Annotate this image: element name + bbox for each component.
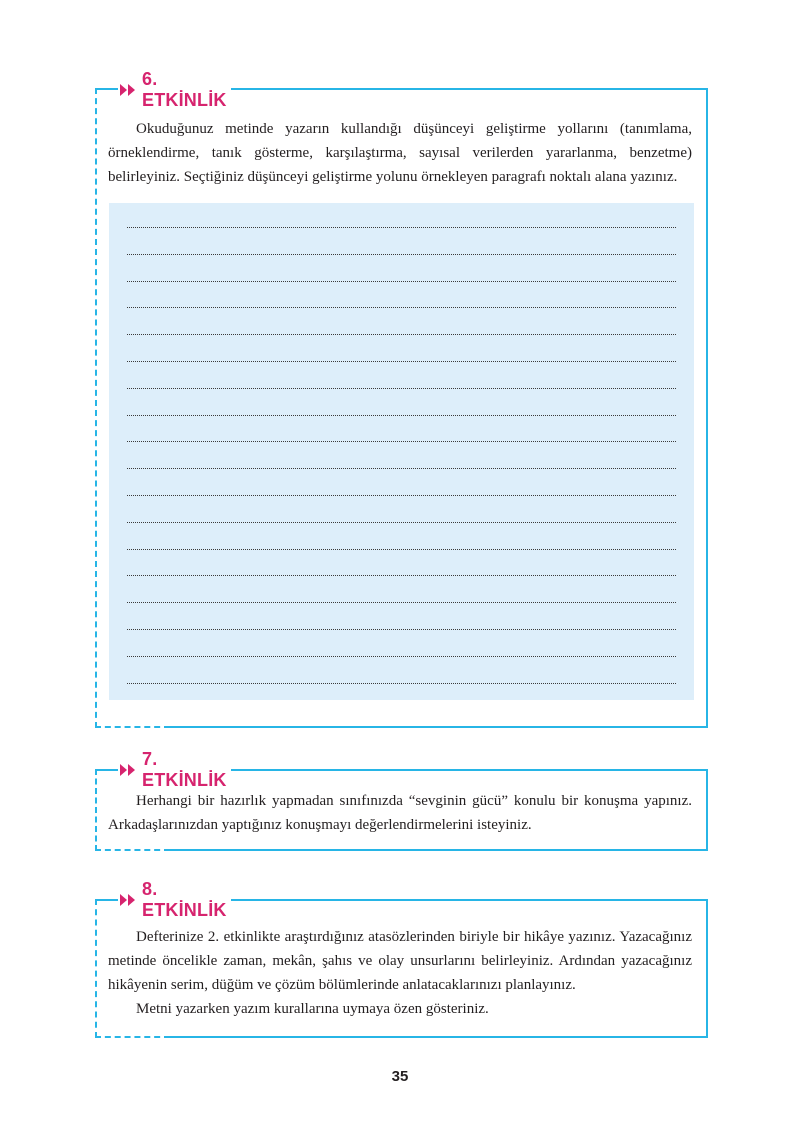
writing-line xyxy=(127,629,676,630)
activity-7-instructions xyxy=(108,789,692,837)
activity-6-title: 6. ETKİNLİK xyxy=(142,69,227,110)
activity-6-dash-bottom xyxy=(95,726,170,728)
writing-line xyxy=(127,683,676,684)
activity-8-instructions xyxy=(108,925,692,1021)
writing-line xyxy=(127,549,676,550)
writing-line xyxy=(127,575,676,576)
writing-line xyxy=(127,254,676,255)
writing-line xyxy=(127,281,676,282)
activity-8-paragraph-2: Metni yazarken yazım kurallarına uymaya özen gösteriniz. xyxy=(136,1001,489,1017)
writing-line xyxy=(127,441,676,442)
writing-line xyxy=(127,307,676,308)
activity-7-bottom-line xyxy=(170,849,708,851)
writing-line xyxy=(127,468,676,469)
activity-7-title: 7. ETKİNLİK xyxy=(142,749,227,790)
writing-line xyxy=(127,495,676,496)
writing-line xyxy=(127,361,676,362)
activity-6-instructions xyxy=(108,117,692,189)
page-number: 35 xyxy=(391,1068,409,1085)
double-play-arrow-icon xyxy=(120,764,136,776)
activity-7-dash-left xyxy=(95,769,97,851)
writing-line xyxy=(127,388,676,389)
activity-6-heading xyxy=(118,69,231,110)
activity-8-heading xyxy=(118,879,231,920)
activity-8-dash-bottom xyxy=(95,1036,170,1038)
activity-7-dash-bottom xyxy=(95,849,170,851)
activity-8-title: 8. ETKİNLİK xyxy=(142,879,227,920)
activity-6-dash-left xyxy=(95,88,97,728)
double-play-arrow-icon xyxy=(120,894,136,906)
activity-8-bottom-line xyxy=(170,1036,708,1038)
double-play-arrow-icon xyxy=(120,84,136,96)
writing-line xyxy=(127,656,676,657)
activity-8-dash-left xyxy=(95,899,97,1038)
writing-line xyxy=(127,227,676,228)
activity-6-bottom-line xyxy=(170,726,708,728)
activity-7-paragraph: Herhangi bir hazırlık yapmadan sınıfınızda “sevginin gücü” konulu bir konuşma yapınız. Arkadaşlarınızdan yaptığınız konuşmayı değerlendirmelerini isteyiniz. xyxy=(108,793,692,833)
writing-line xyxy=(127,334,676,335)
activity-8-paragraph-1: Defterinize 2. etkinlikte araştırdığınız atasözlerinden biriyle bir hikâye yazınız. Yazacağınız metinde öncelikle zaman, mekân, şahıs ve olay unsurlarını belirleyiniz. Ardından yazacağınız hikâyenin serim, düğüm ve çözüm bölümlerinde anlatacaklarınızı planlayınız. xyxy=(108,929,692,993)
writing-line xyxy=(127,522,676,523)
activity-7-heading xyxy=(118,749,231,790)
activity-6-paragraph: Okuduğunuz metinde yazarın kullandığı düşünceyi geliştirme yollarını (tanımlama, örneklendirme, tanık gösterme, karşılaştırma, sayısal verilerden yararlanma, benzetme) belirleyiniz. Seçtiğiniz düşünceyi geliştirme yolunu örnekleyen paragrafı noktalı alana yazınız. xyxy=(108,121,692,185)
writing-line xyxy=(127,602,676,603)
writing-area[interactable] xyxy=(109,203,694,700)
writing-line xyxy=(127,415,676,416)
